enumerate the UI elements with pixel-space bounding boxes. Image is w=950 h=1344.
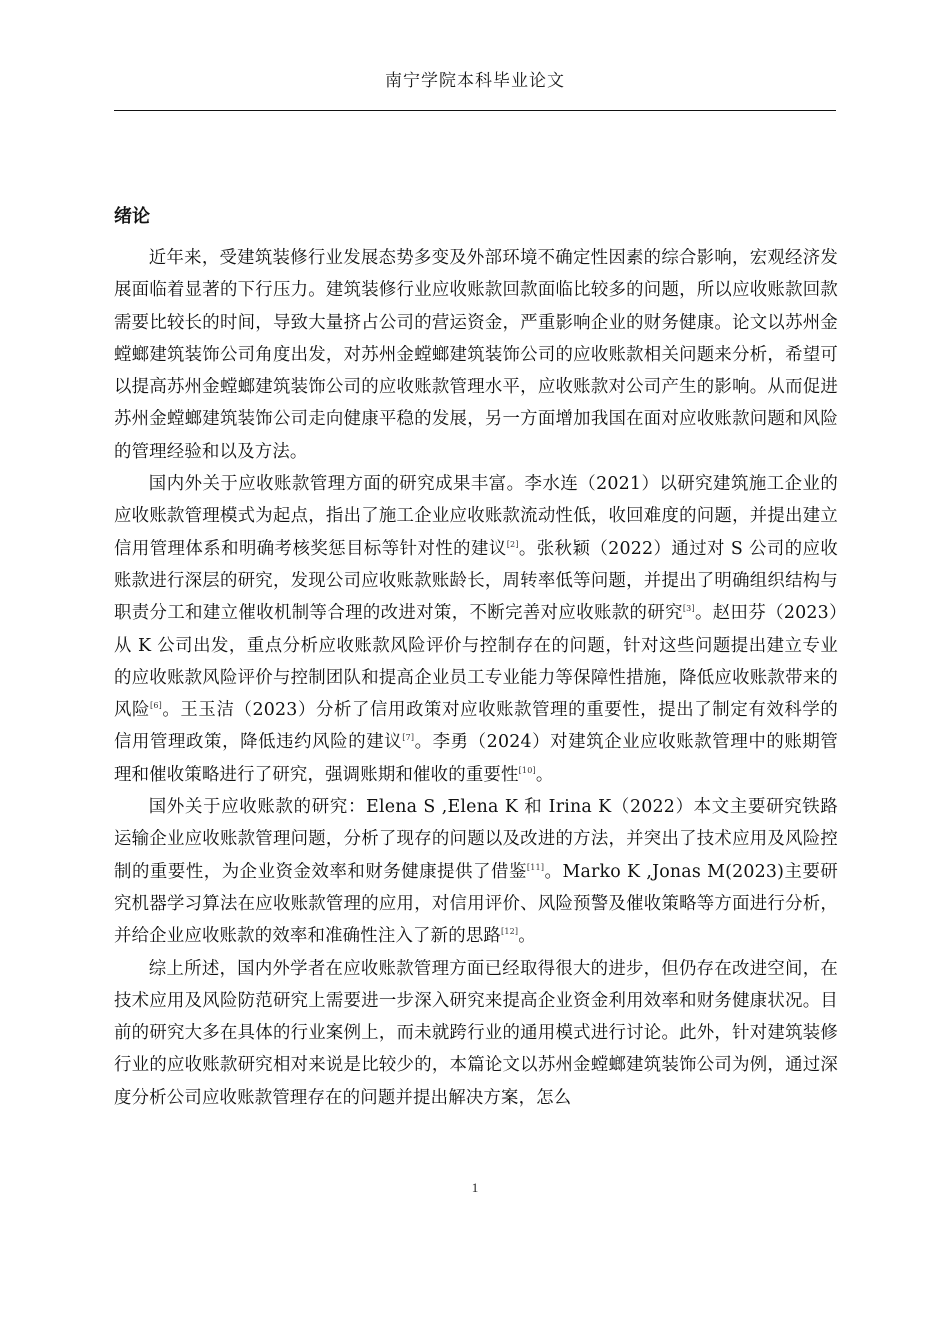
text-run: 综上所述，国内外学者在应收账款管理方面已经取得很大的进步，但仍存在改进空间，在技术应用及风险防范研究上需要进一步深入研究来提高企业资金利用效率和财务健康状况。目前的研究大多在具体的行业案例上，而未就跨行业的通用模式进行讨论。此外，针对建筑装修行业的应收账款研究相对来说是比较少的，本篇论文以苏州金螳螂建筑装饰公司为例，通过深度分析公司应收账款管理存在的问题并提出解决方案，怎么	[114, 958, 838, 1108]
citation-ref: [11]	[526, 862, 545, 872]
paragraph-summary	[114, 953, 838, 1114]
paragraph-intro	[114, 242, 838, 468]
text-run: 。赵田芬（2023）从 K 公司出发，重点分析应收账款风险评价与控制存在的问题，针对这些问题提出建立专业的应收账款风险评价与控制团队和提高企业员工专业能力等保障性措施，降低应收账款带来的风险	[114, 603, 839, 721]
page-header-title: 南宁学院本科毕业论文	[385, 71, 565, 91]
page-number: 1	[471, 1180, 479, 1195]
text-run: 。	[535, 764, 554, 785]
citation-ref: [2]	[506, 539, 519, 549]
citation-ref: [7]	[402, 733, 415, 743]
citation-ref: [10]	[518, 765, 536, 775]
text-run: 国外关于应收账款的研究：Elena S ,Elena K 和 Irina K（2022）本文主要研究铁路运输企业应收账款管理问题，分析了现存的问题以及改进的方法，并突出了技术应用及风险控制的重要性，为企业资金效率和财务健康提供了借鉴	[114, 797, 838, 882]
citation-ref: [6]	[150, 701, 162, 711]
citation-ref: [12]	[501, 927, 519, 937]
text-run: 国内外关于应收账款管理方面的研究成果丰富。李水连（2021）以研究建筑施工企业的应收账款管理模式为起点，指出了施工企业应收账款流动性低，收回难度的问题，并提出建立信用管理体系和明确考核奖惩目标等针对性的建议	[114, 474, 838, 559]
text-run: 。张秋颖（2022）通过对 S 公司的应收账款进行深层的研究，发现公司应收账款账龄长，周转率低等问题，并提出了明确组织结构与职责分工和建立催收机制等合理的改进对策，不断完善对应收账款的研究	[114, 538, 838, 624]
section-title: 绪论	[114, 206, 150, 227]
text-run: 。王玉洁（2023）分析了信用政策对应收账款管理的重要性，提出了制定有效科学的信用管理政策，降低违约风险的建议	[114, 700, 838, 753]
citation-ref: [3]	[682, 604, 695, 614]
paragraph-foreign-research	[114, 791, 838, 952]
text-run: 近年来，受建筑装修行业发展态势多变及外部环境不确定性因素的综合影响，宏观经济发展面临着显著的下行压力。建筑装修行业应收账款回款面临比较多的问题，所以应收账款回款需要比较长的时间，导致大量挤占公司的营运资金，严重影响企业的财务健康。论文以苏州金螳螂建筑装饰公司角度出发，对苏州金螳螂建筑装饰公司的应收账款相关问题来分析，希望可以提高苏州金螳螂建筑装饰公司的应收账款管理水平，应收账款对公司产生的影响。从而促进苏州金螳螂建筑装饰公司走向健康平稳的发展，另一方面增加我国在面对应收账款问题和风险的管理经验和以及方法。	[114, 248, 838, 462]
body-text	[114, 242, 838, 1114]
text-run: 。李勇（2024）对建筑企业应收账款管理中的账期管理和催收策略进行了研究，强调账期和催收的重要性	[114, 732, 838, 785]
header-divider	[114, 110, 836, 111]
text-run: 。	[518, 926, 536, 947]
paragraph-domestic-research	[114, 468, 838, 791]
text-run: 。Marko K ,Jonas M(2023)主要研究机器学习算法在应收账款管理的应用，对信用评价、风险预警及催收策略等方面进行分析，并给企业应收账款的效率和准确性注入了新的思路	[114, 861, 838, 947]
